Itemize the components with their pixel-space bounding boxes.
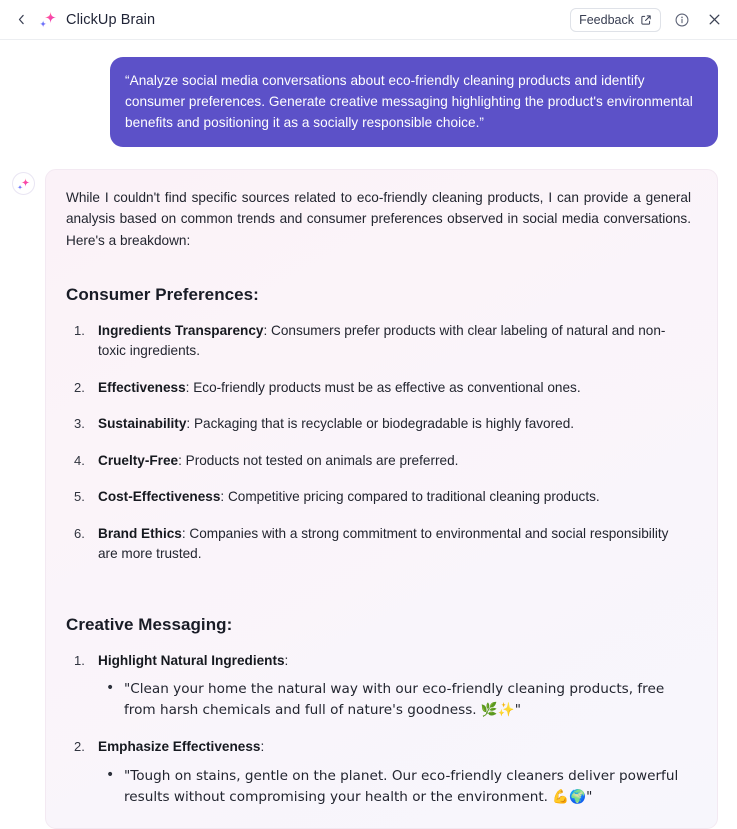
chevron-left-icon: [15, 13, 28, 26]
list-item-body: : Consumers prefer products with clear labeling of natural and non-toxic ingredients.: [98, 322, 666, 359]
list-item-body: : Eco-friendly products must be as effective as conventional ones.: [185, 379, 581, 395]
quote-list: [98, 679, 691, 721]
assistant-response-card: [45, 169, 718, 829]
clickup-brain-sparkle-icon: [17, 177, 31, 191]
assistant-intro-paragraph: While I couldn't find specific sources related to eco-friendly cleaning products, I can provide a general analysis based on common trends and consumer preferences observed in social media conversations. Here's a breakdown:: [66, 190, 691, 248]
list-item-body: :: [260, 739, 265, 755]
user-message-bubble: “Analyze social media conversations about eco-friendly cleaning products and identify consumer preferences. Generate creative messaging highlighting the product's environmental benefits and positioning it as a socially responsible choice.”: [110, 57, 718, 147]
list-item: [66, 487, 691, 508]
list-item: [66, 651, 691, 722]
list-item-body: : Packaging that is recyclable or biodegradable is highly favored.: [186, 416, 575, 432]
quote-list: [98, 766, 691, 808]
info-circle-icon: [674, 12, 690, 28]
close-button[interactable]: [703, 9, 725, 31]
conversation-scroll-area[interactable]: [0, 40, 737, 805]
feedback-button[interactable]: [570, 8, 661, 32]
info-button[interactable]: [671, 9, 693, 31]
list-item: [66, 378, 691, 399]
list-item-lead: Cruelty-Free: [98, 452, 179, 468]
list-item: [66, 737, 691, 808]
user-message-row: [0, 40, 737, 147]
list-item-lead: Sustainability: [98, 416, 187, 432]
section-title-creative-messaging: Creative Messaging:: [66, 614, 233, 634]
creative-messaging-list: [66, 651, 691, 808]
feedback-button-label: Feedback: [579, 12, 634, 27]
list-item: [66, 321, 691, 362]
list-item-lead: Effectiveness: [98, 379, 186, 395]
list-item-lead: Emphasize Effectiveness: [98, 739, 261, 755]
list-item-quote: • "Clean your home the natural way with our eco-friendly cleaning products, free from harsh chemicals and full of nature's goodness. 🌿✨": [98, 679, 691, 721]
list-item-lead: Cost-Effectiveness: [98, 489, 221, 505]
list-item-body: : Companies with a strong commitment to environmental and social responsibility are more trusted.: [98, 525, 669, 562]
list-item-body: : Products not tested on animals are preferred.: [178, 452, 459, 468]
close-x-icon: [707, 12, 722, 27]
list-item-quote: • "Tough on stains, gentle on the planet. Our eco-friendly cleaners deliver powerful results without compromising your health or the environment. 💪🌍": [98, 766, 691, 808]
list-item-lead: Ingredients Transparency: [98, 322, 264, 338]
list-item: [66, 451, 691, 472]
list-item-body: :: [284, 652, 289, 668]
list-item: [66, 414, 691, 435]
list-item-lead: Brand Ethics: [98, 525, 182, 541]
section-title-consumer-preferences: Consumer Preferences:: [66, 284, 259, 304]
external-link-icon: [640, 14, 652, 26]
back-button[interactable]: [10, 9, 32, 31]
header-actions: [570, 8, 725, 32]
list-item: [66, 524, 691, 565]
list-item-body: : Competitive pricing compared to traditional cleaning products.: [220, 489, 600, 505]
panel-header: [0, 0, 737, 40]
consumer-preferences-list: [66, 321, 691, 565]
page-title: ClickUp Brain: [66, 11, 156, 28]
assistant-message-row: [0, 147, 737, 829]
list-item-lead: Highlight Natural Ingredients: [98, 652, 285, 668]
clickup-brain-sparkle-icon: [38, 10, 58, 30]
avatar: [12, 172, 35, 195]
